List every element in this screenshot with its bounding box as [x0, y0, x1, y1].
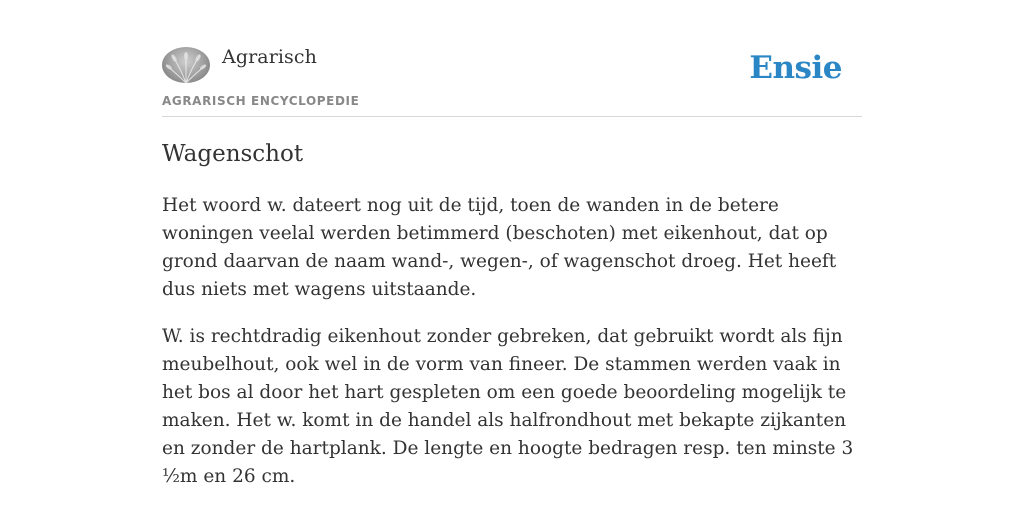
encyclopedia-subtitle[interactable]: AGRARISCH ENCYCLOPEDIE	[162, 94, 360, 108]
brand-logo[interactable]: Ensie	[749, 50, 842, 86]
site-name[interactable]: Agrarisch	[222, 46, 317, 68]
article-body	[162, 192, 862, 510]
article-title: Wagenschot	[162, 141, 304, 167]
article-paragraph: W. is rechtdradig eikenhout zonder gebreken, dat gebruikt wordt als fijn meubelhout, ook wel in de vorm van fineer. De stammen werden vaak in het bos al door het hart gespleten om een goede beoordeling mogelijk te maken. Het w. komt in de handel als halfrondhout met bekapte zijkanten en zonder de hartplank. De lengte en hoogte bedragen resp. ten minste 3 ½m en 26 cm.	[162, 326, 854, 487]
page	[162, 0, 862, 487]
wheat-icon[interactable]	[162, 47, 210, 83]
article-paragraph: Het woord w. dateert nog uit de tijd, toen de wanden in de betere woningen veelal werden betimmerd (beschoten) met eikenhout, dat op grond daarvan de naam wand-, wegen-, of wagenschot droeg. Het heeft dus niets met wagens uitstaande.	[162, 195, 837, 300]
site-header	[162, 0, 862, 117]
